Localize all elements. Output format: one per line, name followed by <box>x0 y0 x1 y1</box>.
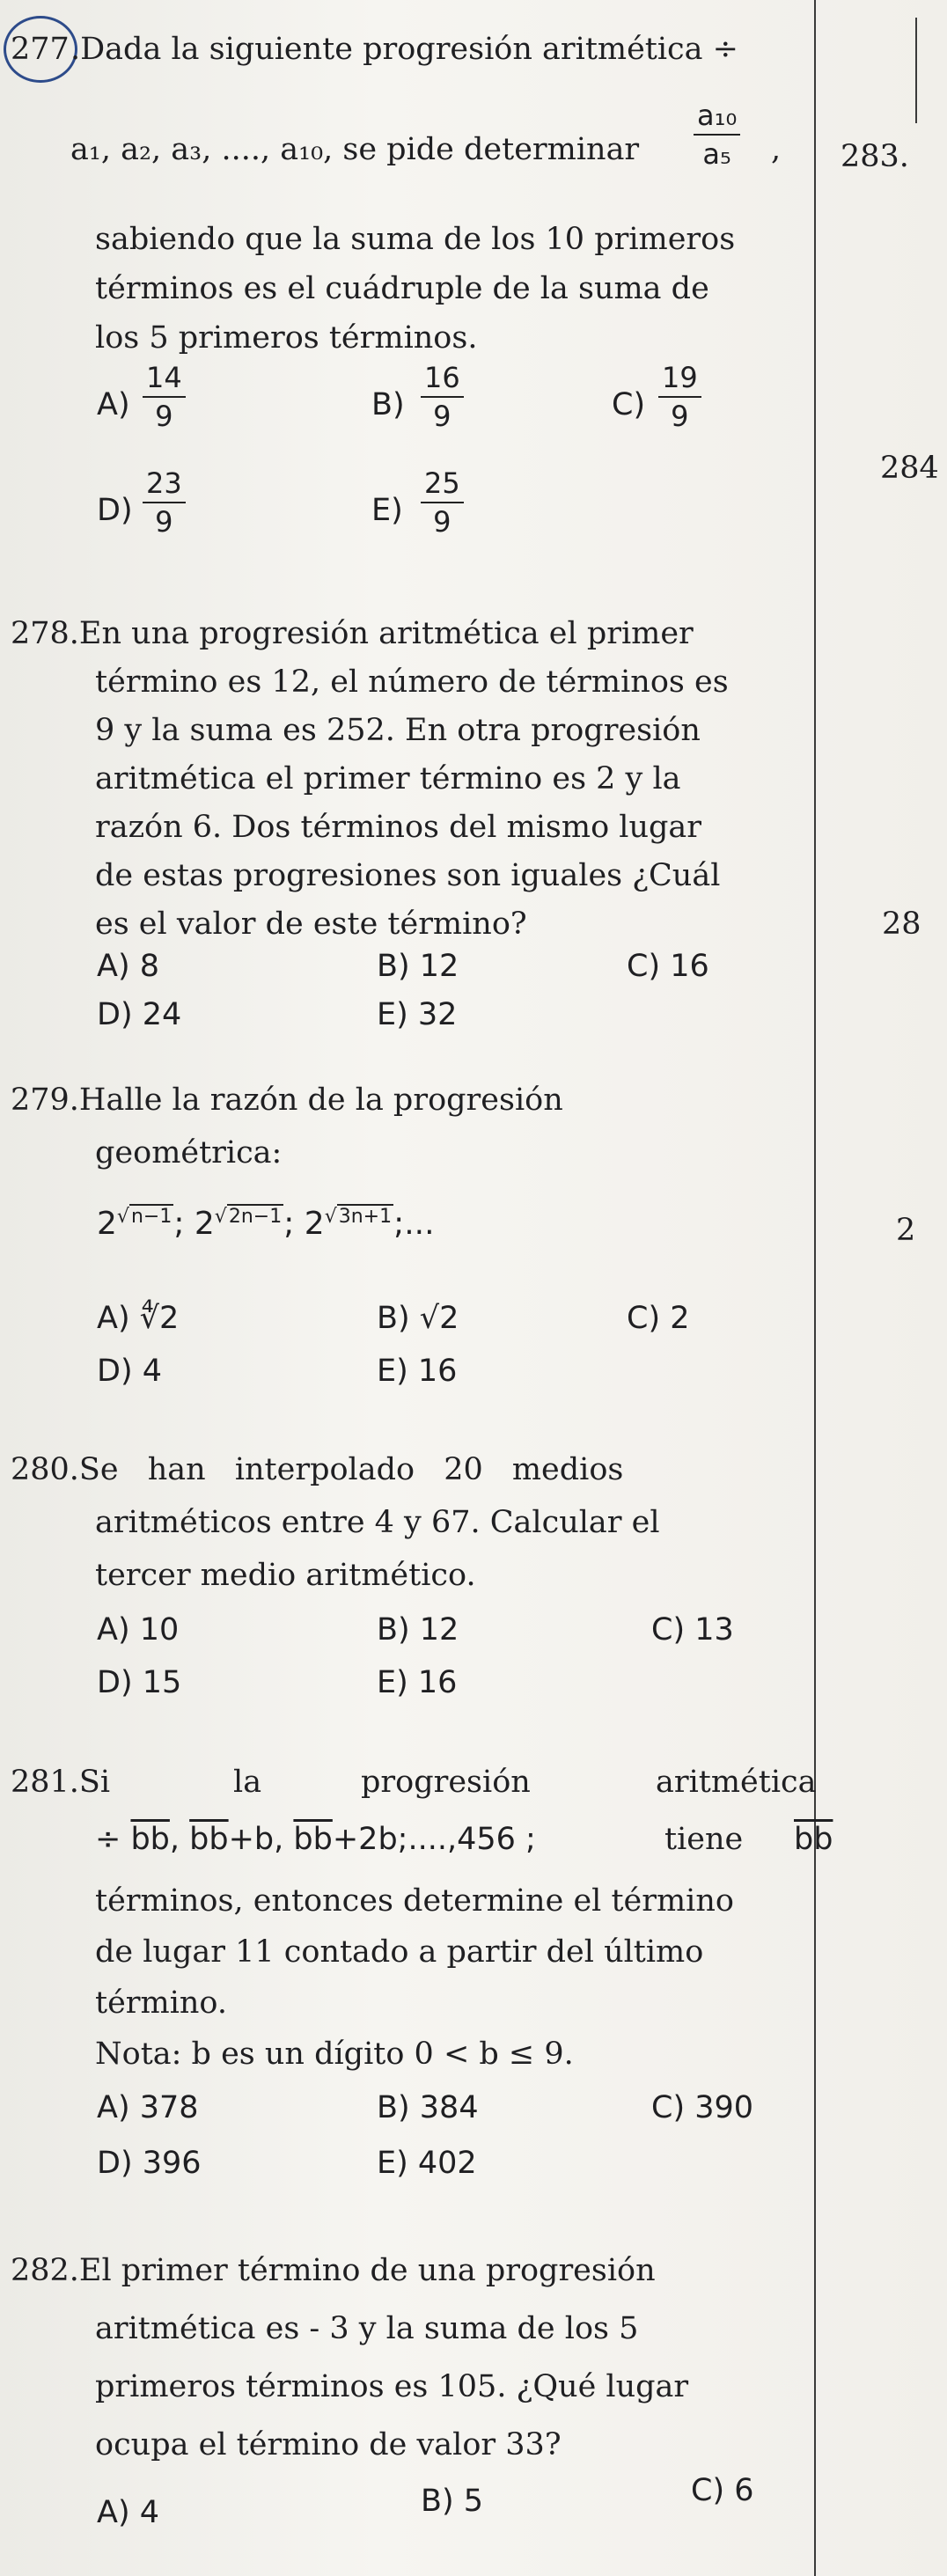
fraction-bar <box>421 502 464 503</box>
top-right-border <box>915 18 917 123</box>
option-282-b: B) 5 <box>421 2484 484 2519</box>
problem-281-word3: progresión <box>361 1765 531 1800</box>
option-a-den: 9 <box>155 400 173 433</box>
problem-278-line6: de estas progresiones son iguales ¿Cuál <box>95 858 721 893</box>
fraction-numerator: a₁₀ <box>697 99 738 132</box>
problem-277-line3: sabiendo que la suma de los 10 primeros <box>95 222 736 257</box>
fraction-bar <box>143 502 186 503</box>
option-280-a: A) 10 <box>97 1612 180 1648</box>
exponent-3: 3n+1 <box>338 1206 393 1228</box>
option-d-den: 9 <box>155 505 173 539</box>
option-a-fraction <box>143 361 186 433</box>
option-b-num: 16 <box>424 361 460 394</box>
seq-sep-1: , <box>169 1822 190 1857</box>
option-d-fraction <box>143 466 186 539</box>
column-divider <box>814 0 816 2576</box>
option-279-a: A) ∜2 <box>97 1301 180 1336</box>
seq-term-2: $\overline{bb}$ <box>189 1822 229 1857</box>
option-279-d: D) 4 <box>97 1354 162 1389</box>
option-c-num: 19 <box>662 361 698 394</box>
seq-term-3: $\overline{bb}$ <box>293 1822 333 1857</box>
option-c-letter: C) <box>612 387 646 422</box>
option-280-e: E) 16 <box>377 1665 458 1700</box>
fraction-bar <box>143 396 186 398</box>
bb-overline: $\overline{bb}$ <box>794 1822 833 1857</box>
problem-282-line3: primeros términos es 105. ¿Qué lugar <box>95 2369 689 2404</box>
problem-281-word4: aritmética <box>656 1765 817 1800</box>
fraction-bar <box>694 134 740 136</box>
problem-278-line7: es el valor de este término? <box>95 906 527 942</box>
problem-278-line1: 278.En una progresión aritmética el primer <box>11 616 694 651</box>
option-280-c: C) 13 <box>651 1612 734 1648</box>
option-279-e: E) 16 <box>377 1354 458 1389</box>
option-281-e: E) 402 <box>377 2146 477 2181</box>
option-d-num: 23 <box>146 466 182 500</box>
side-number-28: 28 <box>882 906 921 942</box>
option-e-fraction <box>421 466 464 539</box>
problem-277-title: .Dada la siguiente progresión aritmética ÷ <box>70 32 738 67</box>
option-278-b: B) 12 <box>377 949 459 984</box>
problem-282-line1: 282.El primer término de una progresión <box>11 2253 656 2288</box>
problem-277-number: 277 <box>11 32 70 67</box>
option-d-letter: D) <box>97 493 133 528</box>
option-278-a: A) 8 <box>97 949 159 984</box>
problem-281-line4: de lugar 11 contado a partir del último <box>95 1934 704 1970</box>
problem-280-line1: 280.Se han interpolado 20 medios <box>11 1452 624 1487</box>
problem-278-line2: término es 12, el número de términos es <box>95 664 729 700</box>
option-278-e: E) 32 <box>377 997 458 1032</box>
side-number-283: 283. <box>841 139 909 174</box>
problem-280-line2: aritméticos entre 4 y 67. Calcular el <box>95 1505 660 1540</box>
fraction-bar <box>421 396 464 398</box>
problem-282-line4: ocupa el término de valor 33? <box>95 2427 562 2462</box>
fraction-a10-a5 <box>694 99 740 171</box>
option-b-den: 9 <box>433 400 451 433</box>
seq-sep-2: +b, <box>228 1822 294 1857</box>
option-e-num: 25 <box>424 466 460 500</box>
problem-277-line4: términos es el cuádruple de la suma de <box>95 271 709 306</box>
seq-rest: +2b;....,456 ; <box>332 1822 536 1857</box>
fraction-bar <box>658 396 701 398</box>
option-279-c: C) 2 <box>627 1301 690 1336</box>
side-number-284: 284 <box>880 451 939 486</box>
option-281-d: D) 396 <box>97 2146 202 2181</box>
option-e-letter: E) <box>371 493 403 528</box>
problem-281-nota: Nota: b es un dígito 0 < b ≤ 9. <box>95 2037 574 2072</box>
problem-278-line3: 9 y la suma es 252. En otra progresión <box>95 713 701 748</box>
comma: , <box>771 132 782 167</box>
tiene-word: tiene <box>664 1822 744 1857</box>
division-symbol: ÷ <box>95 1822 121 1857</box>
option-282-c: C) 6 <box>691 2473 754 2508</box>
option-282-a: A) 4 <box>97 2495 159 2530</box>
option-280-b: B) 12 <box>377 1612 459 1648</box>
option-280-d: D) 15 <box>97 1665 182 1700</box>
option-c-fraction <box>658 361 701 433</box>
option-281-c: C) 390 <box>651 2090 754 2125</box>
problem-281-sequence <box>95 1822 536 1857</box>
option-e-den: 9 <box>433 505 451 539</box>
problem-277-line5: los 5 primeros términos. <box>95 320 478 356</box>
problem-281-line3: términos, entonces determine el término <box>95 1883 734 1919</box>
seq-term-1: $\overline{bb}$ <box>130 1822 170 1857</box>
problem-278-line5: razón 6. Dos términos del mismo lugar <box>95 810 702 845</box>
problem-281-word1: 281.Si <box>11 1765 111 1800</box>
problem-278-line4: aritmética el primer término es 2 y la <box>95 761 681 796</box>
option-a-letter: A) <box>97 387 130 422</box>
option-278-c: C) 16 <box>627 949 709 984</box>
problem-281-line5: término. <box>95 1985 228 2021</box>
geometric-sequence: $2^{√n-1}$; $2^{√2n-1}$; $2^{√3n+1}$;... <box>97 1206 435 1242</box>
option-281-b: B) 384 <box>377 2090 479 2125</box>
problem-281-word2: la <box>233 1765 262 1800</box>
option-281-a: A) 378 <box>97 2090 199 2125</box>
exponent-2: 2n−1 <box>228 1206 283 1228</box>
option-b-letter: B) <box>371 387 405 422</box>
option-278-d: D) 24 <box>97 997 182 1032</box>
problem-277-terms: a₁, a₂, a₃, ...., a₁₀, se pide determinar <box>70 132 640 167</box>
problem-282-line2: aritmética es - 3 y la suma de los 5 <box>95 2311 639 2346</box>
exponent-1: n−1 <box>130 1206 173 1228</box>
option-279-b: B) √2 <box>377 1301 459 1336</box>
option-c-den: 9 <box>671 400 689 433</box>
option-a-num: 14 <box>146 361 182 394</box>
problem-279-line1: 279.Halle la razón de la progresión <box>11 1083 563 1118</box>
side-number-2: 2 <box>896 1213 916 1248</box>
problem-280-line3: tercer medio aritmético. <box>95 1558 476 1593</box>
problem-279-line2: geométrica: <box>95 1135 283 1171</box>
option-b-fraction <box>421 361 464 433</box>
fraction-denominator: a₅ <box>702 137 731 171</box>
